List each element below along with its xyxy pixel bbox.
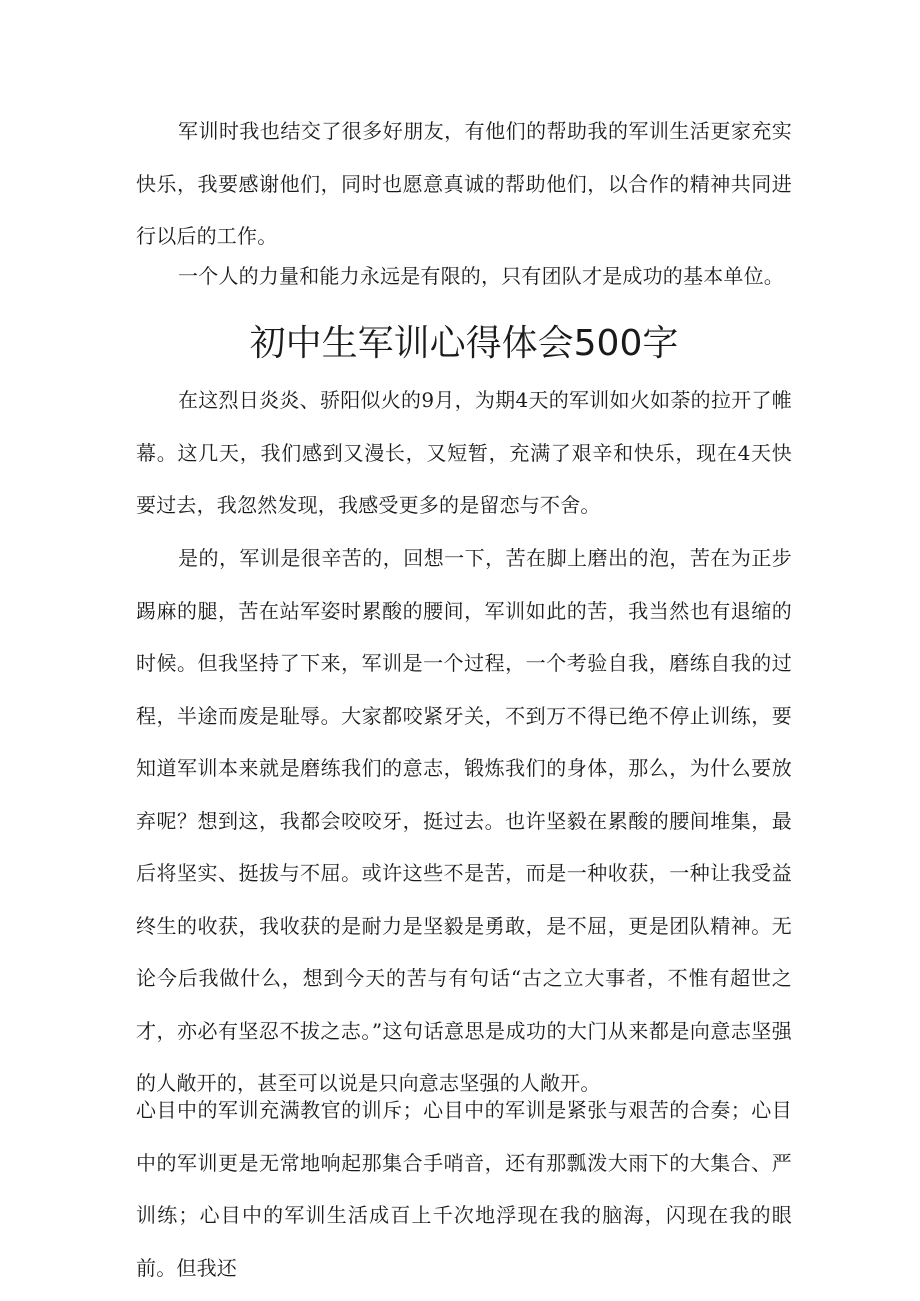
paragraph-imagination: 心目中的军训充满教官的训斥；心目中的军训是紧张与艰苦的合奏；心目中的军训更是无常地响起那集合手哨音，还有那瓢泼大雨下的大集合、严训练；心目中的军训生活成百上千次地浮现在我的脑海，闪现在我的眼前。但我还 [136,1098,792,1280]
paragraph-friends: 军训时我也结交了很多好朋友，有他们的帮助我的军训生活更家充实快乐，我要感谢他们，同时也愿意真诚的帮助他们，以合作的精神共同进行以后的工作。 [136,119,792,248]
paragraph-hardship: 是的，军训是很辛苦的，回想一下，苦在脚上磨出的泡，苦在为正步踢麻的腿，苦在站军姿时累酸的腰间，军训如此的苦，我当然也有退缩的时候。但我坚持了下来，军训是一个过程，一个考验自我，磨练自我的过程，半途而废是耻辱。大家都咬紧牙关，不到万不得已绝不停止训练，要知道军训本来就是磨练我们的意志，锻炼我们的身体，那么，为什么要放弃呢？想到这，我都会咬咬牙，挺过去。也许坚毅在累酸的腰间堆集，最后将坚实、挺拔与不屈。或许这些不是苦，而是一种收获，一种让我受益终生的收获，我收获的是耐力是坚毅是勇敢，是不屈，更是团队精神。无论今后我做什么，想到今天的苦与有句话“古之立大事者，不惟有超世之才，亦必有坚忍不拔之志。”这句话意思是成功的大门从来都是向意志坚强的人敞开的，甚至可以说是只向意志坚强的人敞开。 [136,546,792,1095]
page-title: 初中生军训心得体会500字 [249,323,679,364]
paragraph-team: 一个人的力量和能力永远是有限的，只有团队才是成功的基本单位。 [178,264,784,288]
paragraph-intro: 在这烈日炎炎、骄阳似火的9月，为期4天的军训如火如荼的拉开了帷幕。这几天，我们感到又漫长，又短暂，充满了艰辛和快乐，现在4天快要过去，我忽然发现，我感受更多的是留恋与不舍。 [136,388,792,517]
